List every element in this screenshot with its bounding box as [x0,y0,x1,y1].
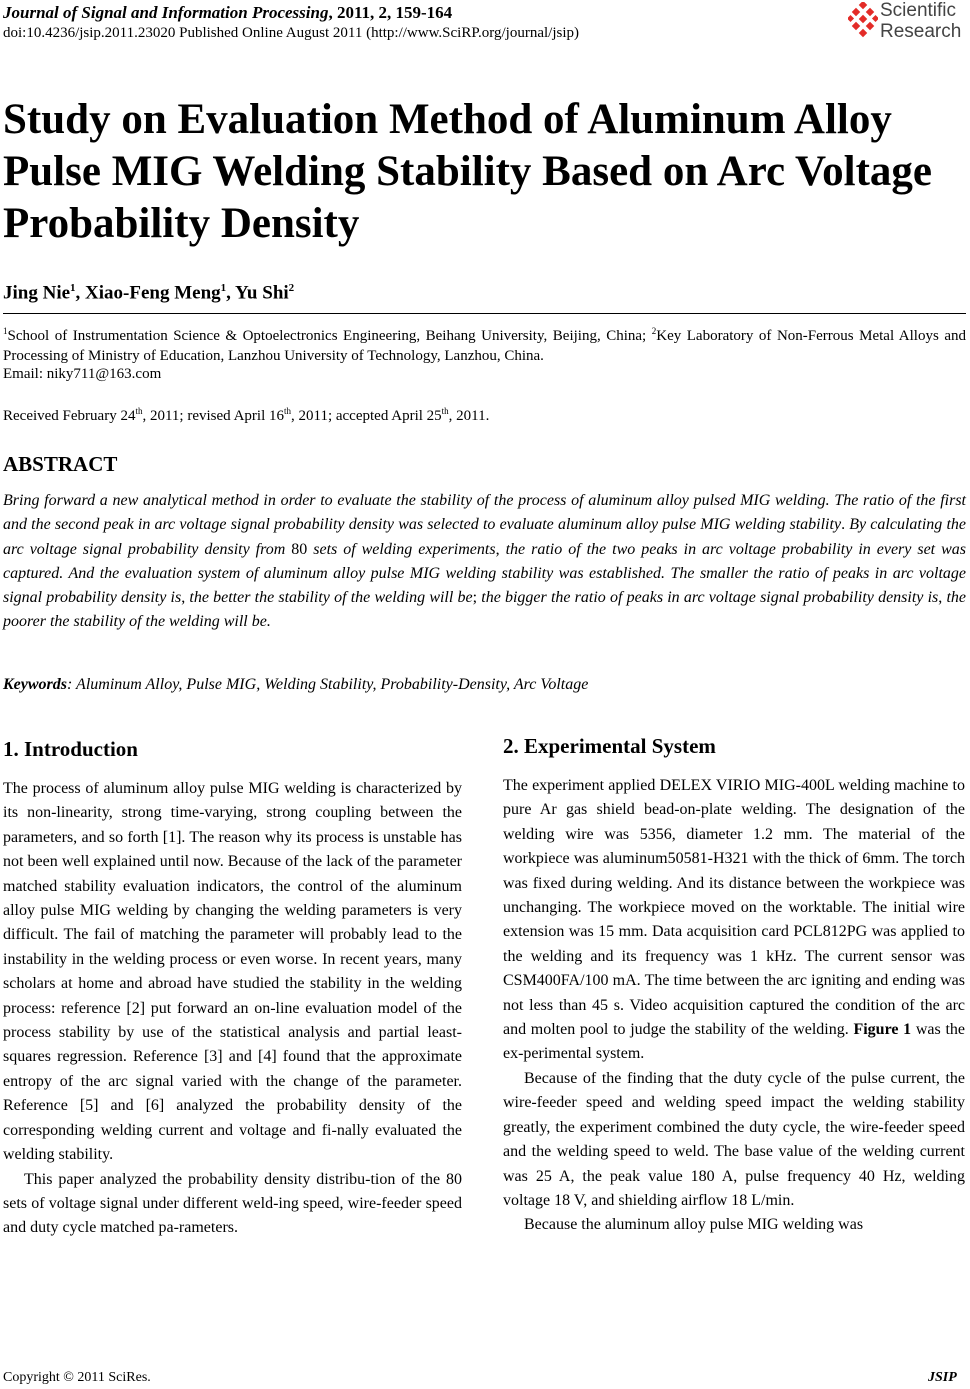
logo-word-research: Research [880,21,962,42]
keywords-separator: , [506,676,514,693]
experiment-paragraph-1 [503,774,965,1067]
contact-email: Email: niky711@163.com [3,366,162,382]
publisher-logo [848,0,970,46]
abstract-text: 80 [291,540,308,558]
abstract-text: , [181,589,190,607]
author-name: Xiao-Feng Meng [85,282,221,304]
keyword: Pulse MIG [186,676,257,693]
author-name: Jing Nie [3,282,71,304]
date-text: , 2011; accepted April 25 [291,408,442,424]
logo-mark-icon [848,2,878,40]
date-suffix: th [283,406,291,416]
header-divider [3,313,966,314]
author-affiliation-mark: 2 [288,282,295,294]
keywords-separator: , [256,676,265,693]
keywords-label: Keywords [3,676,67,693]
keyword: Welding Stability [264,676,373,693]
date-text: Received February 24 [3,408,136,424]
keyword: Arc Voltage [513,676,589,693]
paper-title: Study on Evaluation Method of Aluminum Alloy Pulse MIG Welding Stability Based on Arc Voltage Probability Density [3,96,933,247]
keywords-separator: , [178,676,187,693]
keywords-separator: , [372,676,381,693]
experiment-paragraph-2: Because of the finding that the duty cycle of the pulse current, the wire-feeder speed and welding speed impact the welding stability greatly, the experiment combined the duty cycle, the wire-feeder speed and the welding speed to weld. The base value of the welding current was 25 A, the peak value 180 A, pulse frequency 40 Hz, welding voltage 18 V, and shielding airflow 18 L/min. [503,1069,965,1209]
journal-name: Journal of Signal and Information Processing [3,3,329,22]
affiliation-text: Key Laboratory of Non-Ferrous Metal Alloys and Processing of Ministry of Education, Lanzhou University of Technology, Lanzhou, China. [3,328,966,364]
keywords [3,676,588,694]
keyword: Aluminum Alloy [76,676,179,693]
abstract-text: Bring forward a new analytical method in order to evaluate the stability of the process of aluminum alloy pulsed MIG welding. The ratio of the first and the second peak in arc voltage signal probability density was selected to evaluate aluminum alloy pulse MIG welding stability [3,492,966,534]
abstract-heading: ABSTRACT [3,452,118,476]
doi-line: doi:10.4236/jsip.2011.23020 Published Online August 2011 (http://www.SciRP.org/journal/jsip) [3,25,579,41]
received-dates [3,406,489,425]
abstract-text: the ratio of the two peaks in arc voltage probability in every set was captured. And the evaluation system of aluminum alloy pulse MIG welding stability was established. The smaller the ratio of peaks in arc voltage signal probability density is [3,540,966,607]
affiliation-mark: 1 [3,326,8,336]
author-name: Yu Shi [234,282,289,304]
abstract-body [3,489,966,635]
abstract-text: , [938,589,947,607]
footer-copyright: Copyright © 2011 SciRes. [3,1370,151,1385]
abstract-text: ; [472,589,482,607]
intro-paragraph-2: This paper analyzed the probability density distribu-tion of the 80 sets of voltage signal under different weld-ing speed, wire-feeder speed and duty cycle matched pa-rameters. [3,1170,462,1237]
abstract-text: the better the stability of the welding will be [189,589,473,607]
abstract-text: By calculating the arc voltage signal probability density from [3,516,967,558]
keywords-separator: : [67,676,77,693]
abstract-text: , [495,540,506,558]
date-suffix: th [441,406,449,416]
abstract-text: . [841,516,850,534]
affiliation-mark: 2 [651,326,657,336]
section-heading-introduction: 1. Introduction [3,737,138,761]
author-affiliation-mark: 1 [70,282,76,294]
author-list: Jing Nie$^1$, Xiao-Feng Meng$^1$, Yu Shi$^2$ [3,282,295,304]
experiment-text: was the ex-perimental system. [503,1021,966,1063]
logo-text [880,0,961,42]
keyword: Probability-Density [380,676,507,693]
affiliation-text: School of Instrumentation Science & Optoelectronics Engineering, Beihang University, Beijing, China; [7,328,652,344]
section-heading-experimental-system: 2. Experimental System [503,734,716,758]
date-text: , 2011; revised April 16 [142,408,284,424]
journal-citation [3,2,452,23]
abstract-text: sets of welding experiments [307,540,496,558]
journal-volume: , 2011, 2, 159-164 [328,3,453,22]
author-affiliation-mark: 1 [220,282,227,294]
experiment-paragraph-3: Because the aluminum alloy pulse MIG welding was [524,1216,864,1234]
experiment-text: The experiment applied DELEX VIRIO MIG-400L welding machine to pure Ar gas shield bead-on-plate welding. The designation of the welding wire was 5356, diameter 1.2 mm. The material of the workpiece was aluminum50581-H321 with the thick of 6mm. The torch was fixed during welding. And its distance between the workpiece was unchanging. The workpiece moved on the worktable. The initial wire extension was 15 mm. Data acquisition card PCL812PG was applied to the welding and its frequency was 1 kHz. The current sensor was CSM400FA/100 mA. The time between the arc igniting and ending was not less than 45 s. Video acquisition captured the condition of the arc and molten pool to judge the stability of the welding. [503,777,965,1039]
right-column [503,774,965,1238]
date-suffix: th [135,406,143,416]
abstract-text: the poorer the stability of the welding will be. [3,589,966,631]
date-text: , 2011. [448,408,490,424]
left-column [3,777,462,1241]
footer-journal-abbr: JSIP [928,1370,957,1385]
intro-paragraph-1: The process of aluminum alloy pulse MIG welding is characterized by its non-linearity, strong time-varying, strong coupling between the parameters, and so forth [1]. The reason why its process is unstable has not been well explained until now. Because of the lack of the parameter matched stability evaluation indicators, the control of the aluminum alloy pulse MIG welding by changing the welding parameters is very difficult. The fail of matching the parameter will probably lead to the instability in the welding process or even worse. In recent years, many scholars at home and abroad have studied the stability in the welding process: reference [2] put forward an on-line evaluation model of the process stability by use of the statistical analysis and partial least-squares regression. Reference [3] and [4] found that the approximate entropy of the arc signal varied with the change of the parameter. Reference [5] and [6] analyzed the probability density of the corresponding welding current and voltage and fi-nally evaluated the welding stability. [3,780,462,1164]
abstract-text: the bigger the ratio of peaks in arc voltage signal probability density is [481,589,939,607]
figure-reference: Figure 1 [853,1021,912,1039]
affiliations [3,321,966,366]
logo-word-scientific: Scientific [880,0,957,21]
